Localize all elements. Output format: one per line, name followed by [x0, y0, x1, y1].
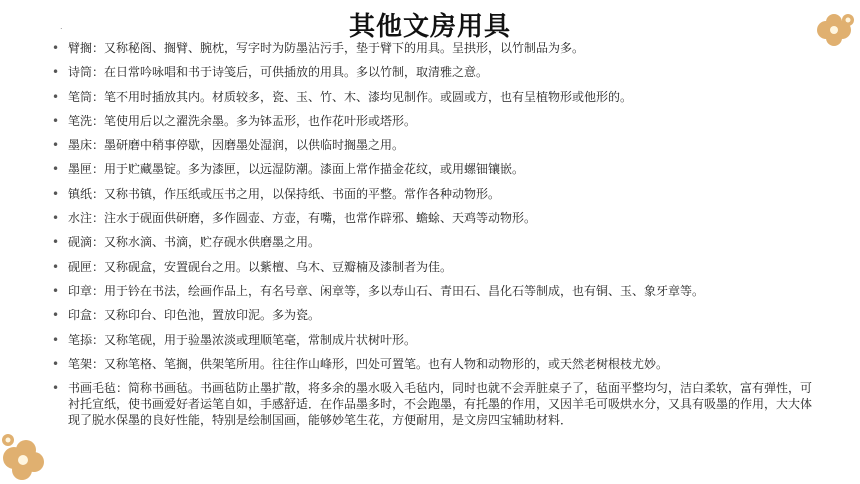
- list-item: • 镇纸：又称书镇，作压纸或压书之用，以保持纸、书面的平整。常作各种动物形。: [52, 186, 822, 202]
- list-item: • 墨匣：用于贮藏墨锭。多为漆匣，以远湿防潮。漆面上常作描金花纹，或用螺钿镶嵌。: [52, 161, 822, 177]
- list-item: • 砚匣：又称砚盒，安置砚台之用。以紫檀、乌木、豆瓣楠及漆制者为佳。: [52, 259, 822, 275]
- list-item: • 水注：注水于砚面供研磨，多作圆壶、方壶，有嘴，也常作辟邪、蟾蜍、天鸡等动物形。: [52, 210, 822, 226]
- list-item: • 笔掭：又称笔砚，用于验墨浓淡或理顺笔毫，常制成片状树叶形。: [52, 332, 822, 348]
- list-item: • 印盒：又称印台、印色池，置放印泥。多为瓷。: [52, 307, 822, 323]
- list-item: • 笔洗：笔使用后以之濯洗余墨。多为钵盂形，也作花叶形或塔形。: [52, 113, 822, 129]
- list-item: • 印章：用于钤在书法，绘画作品上，有名号章、闲章等，多以寿山石、青田石、昌化石等制成，也有铜、玉、象牙章等。: [52, 283, 822, 299]
- list-item: • 书画毛毡：简称书画毡。书画毡防止墨扩散，将多余的墨水吸入毛毡内，同时也就不会弄脏桌子了，毡面平整均匀，洁白柔软，富有弹性，可衬托宣纸，使书画爱好者运笔自如，手感舒适．在作品墨多时，不会跑墨，有托墨的作用，又因羊毛可吸烘水分，又具有吸墨的作用，大大体现了脱水保墨的良好性能，特别是绘制国画，能够妙笔生花，方便耐用，是文房四宝辅助材料．: [52, 380, 822, 428]
- list-item: • 墨床：墨研磨中稍事停歇，因磨墨处湿润，以供临时搁墨之用。: [52, 137, 822, 153]
- list-item: • 臂搁：又称秘阁、搁臂、腕枕，写字时为防墨沾污手，垫于臂下的用具。呈拱形，以竹制品为多。: [52, 40, 822, 56]
- flower-icon-bottom-left: [0, 428, 50, 484]
- page-title: 其他文房用具: [348, 12, 511, 42]
- list-item: • 砚滴：又称水滴、书滴，贮存砚水供磨墨之用。: [52, 234, 822, 250]
- item-list: [52, 40, 822, 436]
- list-item: • 笔架：又称笔格、笔搁，供架笔所用。往往作山峰形，凹处可置笔。也有人物和动物形的，或天然老树根枝尤妙。: [52, 356, 822, 372]
- list-item: • 笔筒：笔不用时插放其内。材质较多，瓷、玉、竹、木、漆均见制作。或圆或方，也有呈植物形或他形的。: [52, 89, 822, 105]
- list-item: • 诗筒：在日常吟咏唱和书于诗笺后，可供插放的用具。多以竹制，取清雅之意。: [52, 64, 822, 80]
- decorative-dot: .: [60, 22, 63, 31]
